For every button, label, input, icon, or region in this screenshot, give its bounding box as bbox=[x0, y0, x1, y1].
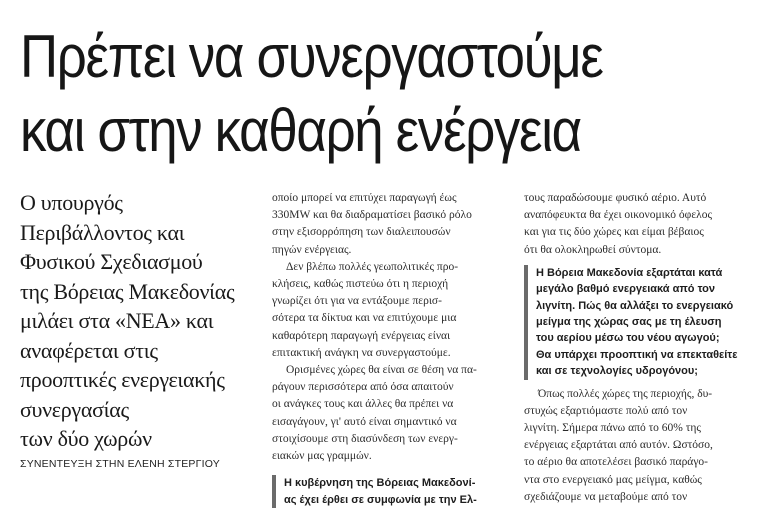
headline-line-2: και στην καθαρή ενέργεια bbox=[20, 97, 581, 164]
question-line: Η κυβέρνηση της Βόρειας Μακεδονί- bbox=[284, 477, 476, 490]
body-line: ενέργειας εξαρτάται από αυτόν. Ωστόσο, bbox=[524, 439, 713, 452]
body-line: γνωρίζει ότι για να εντάξουμε περισ- bbox=[272, 295, 442, 308]
question-line: ας έχει έρθει σε συμφωνία με την Ελ- bbox=[284, 493, 477, 506]
body-line: Δεν βλέπω πολλές γεωπολιτικές προ- bbox=[286, 260, 459, 273]
body-line: σχεδιάζουμε να μεταβούμε από τον bbox=[524, 490, 688, 503]
lede-line: Φυσικού Σχεδιασμού bbox=[20, 249, 203, 274]
body-line: αναπόφευκτα θα έχει οικονομικό όφελος bbox=[524, 209, 713, 222]
body-line: κλήσεις, καθώς πιστεύω ότι η περιοχή bbox=[272, 278, 449, 291]
body-line: σότερα τα δίκτυα και να επιτύχουμε μια bbox=[272, 312, 457, 325]
body-line: πηγών ενέργειας. bbox=[272, 243, 352, 256]
body-line: Όπως πολλές χώρες της περιοχής, δυ- bbox=[538, 387, 713, 400]
lede-line: της Βόρειας Μακεδονίας bbox=[20, 278, 235, 304]
lede-line: Περιβάλλοντος και bbox=[20, 219, 185, 245]
lede-line: συνεργασίας bbox=[20, 396, 129, 422]
interview-question bbox=[524, 265, 759, 380]
lede-line: των δύο χωρών bbox=[20, 426, 152, 451]
article-column-2 bbox=[272, 190, 502, 506]
body-line: οποίο μπορεί να επιτύχει παραγωγή έως bbox=[272, 192, 457, 204]
lede-line: προοπτικές ενεργειακής bbox=[20, 367, 225, 392]
lede-summary bbox=[20, 188, 250, 454]
body-line: οι ανάγκες τους και άλλες θα πρέπει να bbox=[272, 398, 454, 411]
body-line: ντα στο ενεργειακό μας μείγμα, καθώς bbox=[524, 473, 702, 486]
body-line: τους παραδώσουμε φυσικό αέριο. Αυτό bbox=[524, 192, 707, 204]
body-line: στυχώς εξαρτιόμαστε πολύ από τον bbox=[524, 404, 688, 417]
headline bbox=[20, 20, 671, 168]
body-line: επιτακτική ανάγκη να συνεργαστούμε. bbox=[272, 346, 451, 359]
body-line: ειακών μας γραμμών. bbox=[272, 450, 372, 463]
lede-line: Ο υπουργός bbox=[20, 190, 123, 215]
lede-line: μιλάει στα «ΝΕΑ» και bbox=[20, 308, 214, 333]
lede-line: αναφέρεται στις bbox=[20, 337, 158, 363]
body-line: 330MW και θα διαδραματίσει βασικό ρόλο bbox=[272, 209, 472, 222]
body-line: στην εξισορρόπηση των διαλειπουσών bbox=[272, 226, 451, 239]
body-line: ότι θα ολοκληρωθεί σύντομα. bbox=[524, 243, 662, 256]
body-line: εισαγάγουν, γι' αυτό είναι σημαντικό να bbox=[272, 415, 457, 428]
question-line: Θα υπάρχει προοπτική να επεκταθείτε bbox=[536, 348, 738, 361]
question-line: του αερίου μέσω του νέου αγωγού; bbox=[536, 332, 720, 345]
body-line: καθαρότερη παραγωγή ενέργειας είναι bbox=[272, 329, 451, 342]
body-line: ράγουν περισσότερα από όσα απαιτούν bbox=[272, 381, 454, 394]
byline: ΣΥΝΕΝΤΕΥΞΗ ΣΤΗΝ ΕΛΕΝΗ ΣΤΕΡΓΙΟΥ bbox=[20, 458, 220, 470]
body-line: Ορισμένες χώρες θα είναι σε θέση να πα- bbox=[286, 364, 477, 377]
question-line: λιγνίτη. Πώς θα αλλάξει το ενεργειακό bbox=[536, 299, 734, 312]
interview-question bbox=[272, 475, 502, 508]
article-column-3 bbox=[524, 190, 759, 503]
question-line: Η Βόρεια Μακεδονία εξαρτάται κατά bbox=[536, 266, 723, 279]
question-line: μεγάλο βαθμό ενεργειακά από τον bbox=[536, 283, 716, 296]
body-line: το αέριο θα αποτελέσει βασικό παράγο- bbox=[524, 456, 708, 469]
body-line: και για τις δύο χώρες και είμαι βέβαιος bbox=[524, 226, 704, 239]
body-line: στοιχίσουμε στη διασύνδεση των ενεργ- bbox=[272, 432, 458, 445]
body-line: λιγνίτη. Σήμερα πάνω από το 60% της bbox=[524, 422, 701, 435]
question-line: μείγμα της χώρας σας με τη έλευση bbox=[536, 316, 722, 329]
headline-line-1: Πρέπει να συνεργαστούμε bbox=[20, 23, 603, 90]
question-line: και σε τεχνολογίες υδρογόνου; bbox=[536, 365, 698, 378]
